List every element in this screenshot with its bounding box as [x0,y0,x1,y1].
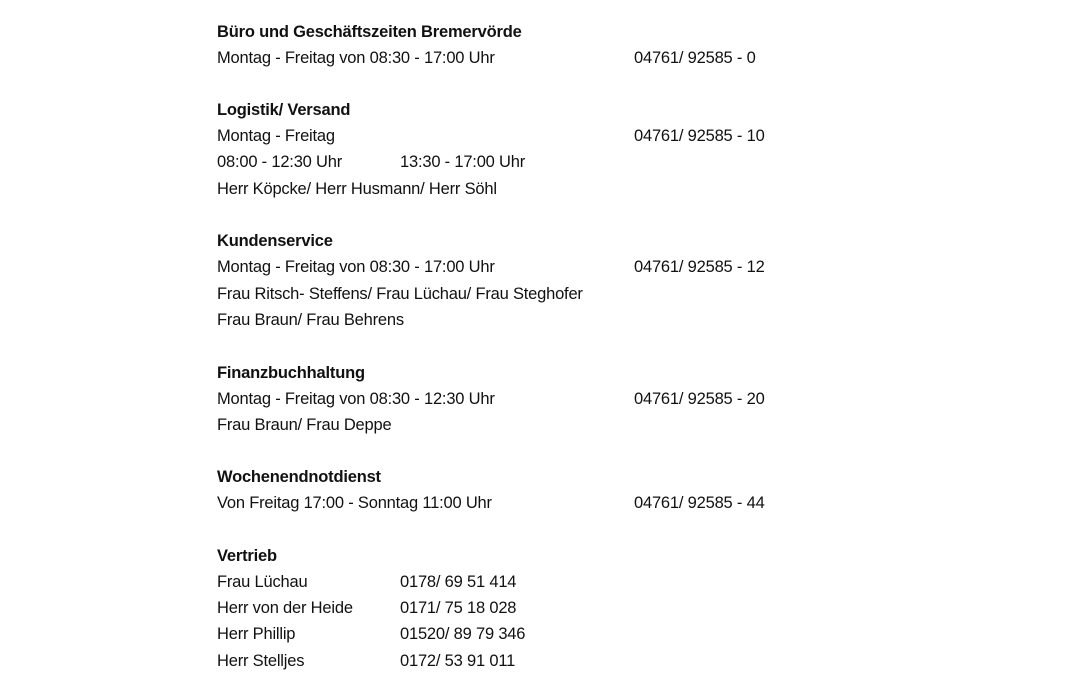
finanzbuchhaltung-hours: Montag - Freitag von 08:30 - 12:30 Uhr [217,390,495,408]
vertrieb-name: Herr Stelljes [217,652,305,670]
vertrieb-name: Herr Phillip [217,625,296,643]
section-heading-buero: Büro und Geschäftszeiten Bremervörde [217,23,522,41]
finanzbuchhaltung-contacts: Frau Braun/ Frau Deppe [217,416,392,434]
kundenservice-contacts-2: Frau Braun/ Frau Behrens [217,311,404,329]
logistik-contacts: Herr Köpcke/ Herr Husmann/ Herr Söhl [217,180,497,198]
vertrieb-name: Herr von der Heide [217,599,353,617]
kundenservice-hours: Montag - Freitag von 08:30 - 17:00 Uhr [217,258,495,276]
section-heading-kundenservice: Kundenservice [217,232,333,250]
wochenendnotdienst-hours: Von Freitag 17:00 - Sonntag 11:00 Uhr [217,494,492,512]
kundenservice-contacts-1: Frau Ritsch- Steffens/ Frau Lüchau/ Frau Steghofer [217,285,583,303]
section-heading-vertrieb: Vertrieb [217,547,277,565]
wochenendnotdienst-phone: 04761/ 92585 - 44 [634,494,765,512]
vertrieb-phone: 0171/ 75 18 028 [400,599,517,617]
section-heading-wochenendnotdienst: Wochenendnotdienst [217,468,381,486]
vertrieb-phone: 0172/ 53 91 011 [400,652,516,670]
buero-hours: Montag - Freitag von 08:30 - 17:00 Uhr [217,49,495,67]
vertrieb-name: Frau Lüchau [217,573,308,591]
logistik-hours-morning: 08:00 - 12:30 Uhr [217,153,343,171]
section-heading-finanzbuchhaltung: Finanzbuchhaltung [217,364,365,382]
logistik-phone: 04761/ 92585 - 10 [634,127,765,145]
buero-phone: 04761/ 92585 - 0 [634,49,756,67]
logistik-hours-afternoon: 13:30 - 17:00 Uhr [400,153,526,171]
logistik-hours: Montag - Freitag [217,127,335,145]
vertrieb-phone: 0178/ 69 51 414 [400,573,517,591]
kundenservice-phone: 04761/ 92585 - 12 [634,258,765,276]
vertrieb-phone: 01520/ 89 79 346 [400,625,526,643]
section-heading-logistik: Logistik/ Versand [217,101,351,119]
finanzbuchhaltung-phone: 04761/ 92585 - 20 [634,390,765,408]
